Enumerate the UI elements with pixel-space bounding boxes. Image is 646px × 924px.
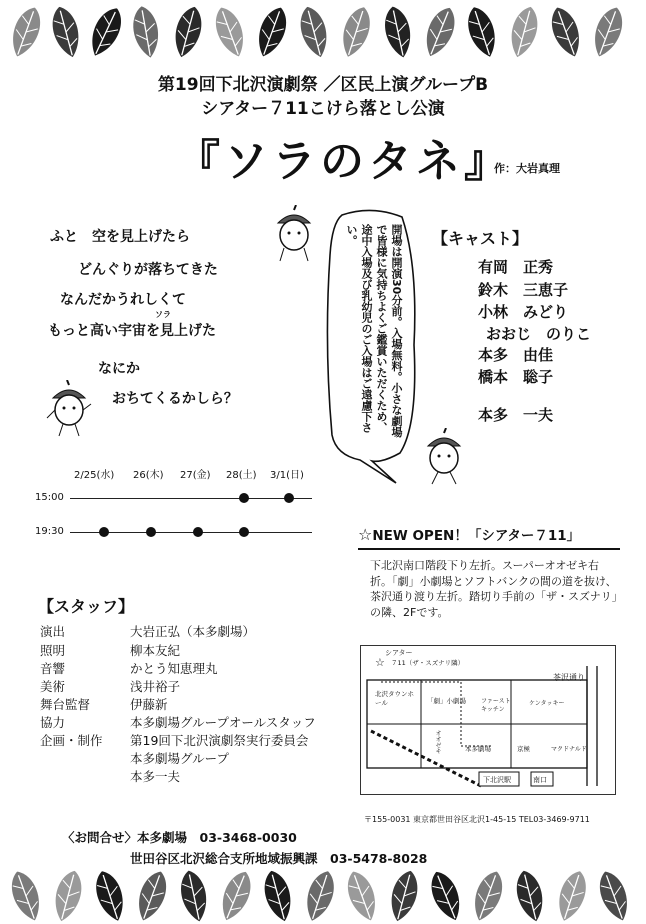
- top-leaf-border: [0, 2, 646, 60]
- performance-dot: [99, 527, 109, 537]
- map-label-theater: シアター: [385, 649, 413, 657]
- performance-dot: [146, 527, 156, 537]
- staff-row: [40, 622, 255, 640]
- poem-line-3: なんだかうれしくて: [60, 292, 186, 308]
- poem-line-2: どんぐりが落ちてきた: [78, 262, 218, 278]
- performance-dot: [239, 493, 249, 503]
- star-icon: ☆: [358, 525, 373, 544]
- staff-name: 大岩正弘（本多劇場）: [130, 624, 256, 639]
- schedule-line: [70, 498, 312, 499]
- map-label-kyouwa: 京極: [517, 745, 530, 753]
- staff-role: 音響: [40, 661, 66, 676]
- cast-member: おおじ のりこ: [486, 325, 592, 343]
- staff-row: [40, 641, 180, 659]
- poem-line-6: おちてくるかしら？: [112, 391, 238, 407]
- cast-member: 本多 由佳: [478, 346, 554, 364]
- schedule-time: 15:00: [35, 492, 64, 503]
- staff-role: 照明: [40, 643, 66, 658]
- schedule-date: 3/1(日): [270, 470, 304, 481]
- poem-line-4: もっと高い宇宙を見上げた: [48, 323, 216, 339]
- cast-member: 鈴木 三恵子: [478, 281, 569, 299]
- acorn-character-icon: [420, 428, 468, 486]
- performance-dot: [193, 527, 203, 537]
- staff-row: [40, 749, 229, 767]
- cast-member: 小林 みどり: [478, 303, 569, 321]
- contact-line-1: 〈お問合せ〉本多劇場 03-3468-0030: [62, 830, 297, 845]
- staff-row: [40, 659, 218, 677]
- performance-dot: [284, 493, 294, 503]
- acorn-character-icon: [45, 380, 93, 438]
- poem-line-5: なにか: [98, 361, 140, 377]
- map-label-oozeki: オオゼキ: [434, 730, 441, 754]
- opening-heading: シアター７11こけら落とし公演: [201, 99, 445, 119]
- staff-name: 伊藤新: [130, 697, 168, 712]
- map-label-station: 下北沢駅: [483, 776, 511, 784]
- map-label-honda: 本多劇場: [465, 745, 491, 753]
- staff-name: 本多一夫: [130, 769, 181, 784]
- map-label-theater-sub: ７11（ザ・スズナリ隣）: [391, 659, 465, 667]
- admission-notice: 開場は開演30分前。入場無料。小さな劇場で皆様に気持ちよくご鑑賞いただくため、途中入場及び乳幼児のご入場はご遠慮下さい。: [345, 224, 403, 438]
- staff-role: 美術: [40, 679, 66, 694]
- staff-role: 企画・制作: [40, 733, 103, 748]
- staff-row: [40, 713, 316, 731]
- cast-heading: 【キャスト】: [432, 229, 529, 248]
- staff-name: 柳本友紀: [130, 643, 181, 658]
- staff-role: 演出: [40, 624, 66, 639]
- schedule-date: 26(木): [133, 470, 164, 481]
- cast-member: 橋本 聡子: [478, 368, 554, 386]
- performance-dot: [239, 527, 249, 537]
- schedule-date: 27(金): [180, 470, 211, 481]
- staff-name: 浅井裕子: [130, 679, 181, 694]
- staff-role: 舞台監督: [40, 697, 91, 712]
- poem-ruby: ソラ: [155, 310, 171, 319]
- staff-row: [40, 767, 180, 785]
- map-label-mcdonalds: マクドナルド: [551, 746, 587, 753]
- schedule-date: 28(土): [226, 470, 257, 481]
- map-label-geki: 「劇」小劇場: [427, 697, 466, 705]
- new-open-heading: [358, 524, 620, 550]
- staff-row: [40, 695, 168, 713]
- staff-name: かとう知恵理丸: [130, 661, 218, 676]
- schedule-date: 2/25(水): [74, 470, 115, 481]
- contact-line-2: 世田谷区北沢総合支所地域振興課 03-5478-8028: [130, 851, 428, 866]
- directions-text: 下北沢南口階段下り左折。スーパーオオゼキ右折。「劇」小劇場とソフトバンクの間の道を抜け、茶沢通り渡り左折。踏切り手前の「ザ・スズナリ」の隣、2Fです。: [370, 559, 618, 619]
- festival-heading: 第19回下北沢演劇祭 ／区民上演グループB: [157, 75, 489, 95]
- map-label-chazawa: 茶沢通り: [553, 673, 585, 682]
- staff-name: 本多劇場グループ: [130, 751, 230, 766]
- poem-line-1: ふと 空を見上げたら: [50, 229, 190, 245]
- map-label-south-exit: 南口: [533, 776, 547, 784]
- new-open-label: NEW OPEN！「シアター７11」: [372, 528, 581, 544]
- map-drawing: [361, 646, 615, 794]
- staff-row: [40, 677, 180, 695]
- area-map: [360, 645, 616, 795]
- bottom-leaf-border: [0, 866, 646, 924]
- map-label-kentucky: ケンタッキー: [529, 700, 565, 707]
- acorn-character-icon: [270, 205, 318, 263]
- staff-heading: 【スタッフ】: [38, 597, 135, 616]
- map-label-town-hall: 北沢タウンホール: [375, 690, 414, 707]
- schedule-time: 19:30: [35, 526, 64, 537]
- map-label-first-kitchen: ファーストキッチン: [481, 698, 511, 713]
- staff-name: 第19回下北沢演劇祭実行委員会: [130, 733, 309, 748]
- play-title: 『ソラのタネ』: [176, 136, 512, 187]
- author-credit: 作：大岩真理: [494, 162, 560, 175]
- cast-member: 本多 一夫: [478, 406, 554, 424]
- staff-role: 協力: [40, 715, 66, 730]
- staff-name: 本多劇場グループオールスタッフ: [130, 715, 316, 730]
- theater-address: 〒155-0031 東京都世田谷区北沢1-45-15 TEL03-3469-9711: [364, 815, 590, 824]
- staff-row: [40, 731, 308, 749]
- star-icon: ☆: [375, 656, 385, 669]
- cast-member: 有岡 正秀: [478, 258, 554, 276]
